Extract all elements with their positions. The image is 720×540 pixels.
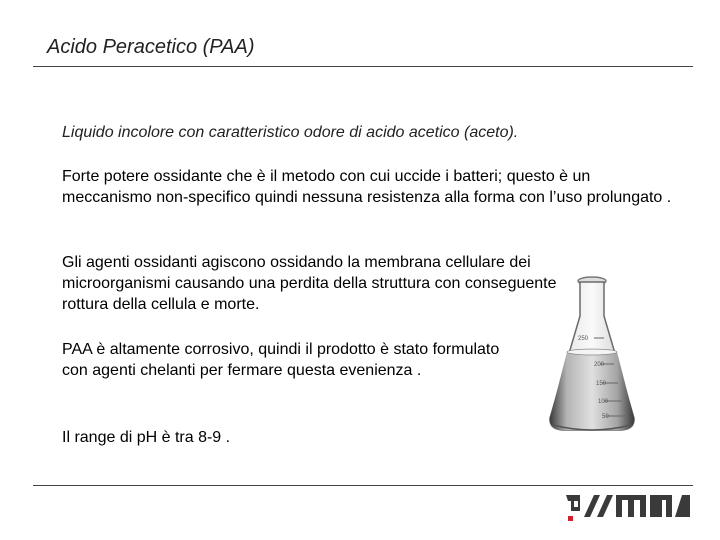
flask-mark-250: 250 — [578, 336, 589, 342]
paragraph-ph-range: Il range di pH è tra 8-9 . — [62, 429, 231, 446]
erlenmeyer-flask-image — [530, 270, 650, 435]
paragraph-corrosive: PAA è altamente corrosivo, quindi il prodotto è stato formulato con agenti chelanti per fermare questa evenienza . — [62, 341, 500, 379]
paragraph-description: Liquido incolore con caratteristico odore di acido acetico (aceto). — [62, 124, 519, 141]
flask-mark-200: 200 — [594, 362, 605, 368]
title-divider — [33, 66, 693, 67]
gamma-logo — [566, 493, 690, 523]
flask-mark-50: 50 — [602, 414, 609, 420]
flask-mark-150: 150 — [596, 381, 607, 387]
footer-divider — [33, 485, 693, 486]
paragraph-oxidizing-power: Forte potere ossidante che è il metodo con cui uccide i batteri; questo è un meccanismo non-specifico quindi nessuna resistenza alla forma con l’uso prolungato . — [62, 168, 672, 206]
paragraph-oxidizing-agents: Gli agenti ossidanti agiscono ossidando la membrana cellulare dei microorganismi causando una perdita della struttura con conseguente rottura della cellula e morte. — [62, 254, 557, 313]
slide-title: Acido Peracetico (PAA) — [47, 36, 255, 58]
flask-mark-100: 100 — [598, 399, 609, 405]
